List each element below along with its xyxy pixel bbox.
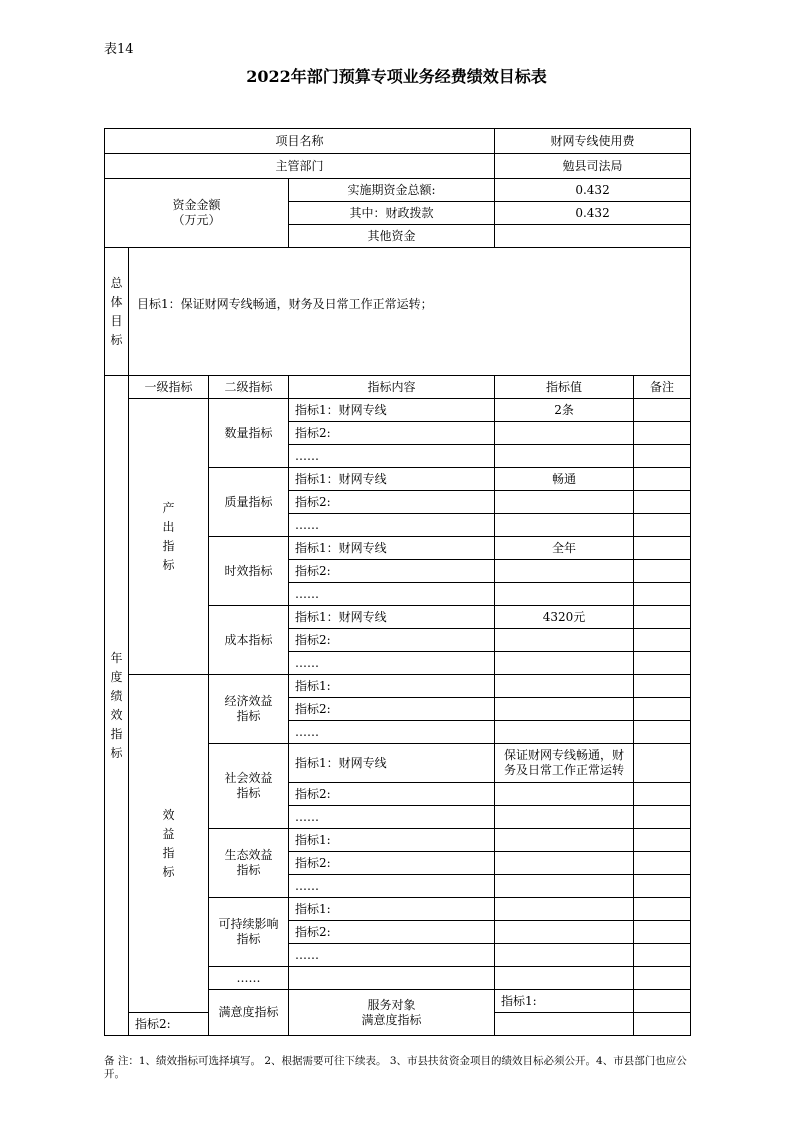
indicator-content: 指标2:	[289, 491, 495, 514]
indicator-remark	[634, 898, 691, 921]
table-number-label: 表14	[104, 42, 134, 57]
dept-label: 主管部门	[105, 154, 495, 179]
footnote: 备 注：1、绩效指标可选择填写。 2、根据需要可往下续表。 3、市县扶贫资金项目的绩效目标必须公开。4、市县部门也应公开。	[104, 1055, 687, 1080]
indicator-value: 保证财网专线畅通，财 务及日常工作正常运转	[495, 744, 634, 783]
indicator-content: 指标1：财网专线	[289, 537, 495, 560]
indicator-value: 2条	[495, 399, 634, 422]
indicator-value: 全年	[495, 537, 634, 560]
indicator-content: 指标2:	[289, 629, 495, 652]
indicator-content: 指标2:	[289, 921, 495, 944]
timeliness-indicator-label: 时效指标	[209, 537, 289, 606]
overall-goal-row	[105, 248, 691, 376]
indicator-content: ……	[289, 875, 495, 898]
indicator-content: 指标1:	[289, 675, 495, 698]
indicator-remark	[634, 629, 691, 652]
indicator-value	[495, 698, 634, 721]
indicator-value	[495, 1013, 634, 1036]
funds-label-line1: 资金金额	[172, 198, 221, 212]
indicator-value	[495, 675, 634, 698]
indicator-value	[495, 783, 634, 806]
overall-goal-text: 目标1：保证财网专线畅通，财务及日常工作正常运转；	[129, 248, 691, 376]
indicator-content: 指标2:	[289, 560, 495, 583]
indicator-content: 指标1:	[495, 990, 634, 1013]
indicator-value	[495, 829, 634, 852]
performance-table	[104, 128, 691, 1036]
funds-fiscal-label: 其中：财政拨款	[289, 202, 495, 225]
indicator-content: ……	[289, 445, 495, 468]
indicator-remark	[634, 422, 691, 445]
indicator-value	[495, 721, 634, 744]
indicator-content: ……	[289, 583, 495, 606]
indicator-content: 指标1：财网专线	[289, 606, 495, 629]
indicator-value	[495, 898, 634, 921]
sustainable-indicator-label: 可持续影响 指标	[209, 898, 289, 967]
indicator-content: 指标2:	[289, 422, 495, 445]
indicator-remark	[634, 967, 691, 990]
quality-indicator-label: 质量指标	[209, 468, 289, 537]
header-value: 指标值	[495, 376, 634, 399]
cost-indicator-label: 成本指标	[209, 606, 289, 675]
overall-goal-label: 总体目标	[105, 248, 129, 376]
header-content: 指标内容	[289, 376, 495, 399]
funds-other-label: 其他资金	[289, 225, 495, 248]
indicator-value	[495, 491, 634, 514]
indicator-value	[495, 944, 634, 967]
indicator-remark	[634, 944, 691, 967]
indicator-content	[289, 967, 495, 990]
indicator-remark	[634, 560, 691, 583]
indicator-value	[495, 583, 634, 606]
indicator-remark	[634, 399, 691, 422]
indicator-content: 指标1：财网专线	[289, 468, 495, 491]
header-level1: 一级指标	[129, 376, 209, 399]
indicator-remark	[634, 921, 691, 944]
funds-row	[105, 179, 691, 202]
indicator-content: ……	[289, 721, 495, 744]
funds-fiscal-value: 0.432	[495, 202, 691, 225]
header-remark: 备注	[634, 376, 691, 399]
indicator-value	[495, 652, 634, 675]
page-title: 2022年部门预算专项业务经费绩效目标表	[246, 67, 547, 86]
project-row	[105, 129, 691, 154]
indicator-value	[634, 990, 691, 1013]
project-name-value: 财网专线使用费	[495, 129, 691, 154]
indicator-value: 畅通	[495, 468, 634, 491]
indicator-remark	[634, 783, 691, 806]
indicator-content: 指标2:	[289, 852, 495, 875]
indicator-value	[495, 514, 634, 537]
table-row	[105, 399, 691, 422]
indicator-remark	[634, 829, 691, 852]
indicator-value	[495, 921, 634, 944]
indicator-content: 指标1:	[289, 829, 495, 852]
indicator-header-row	[105, 376, 691, 399]
indicator-value	[495, 852, 634, 875]
indicator-remark	[634, 445, 691, 468]
indicator-remark	[634, 806, 691, 829]
indicator-value	[495, 629, 634, 652]
indicator-remark	[634, 652, 691, 675]
output-indicators-label: 产出指标	[129, 399, 209, 675]
indicator-value: 4320元	[495, 606, 634, 629]
quantity-indicator-label: 数量指标	[209, 399, 289, 468]
social-indicator-label: 社会效益 指标	[209, 744, 289, 829]
ecological-indicator-label: 生态效益 指标	[209, 829, 289, 898]
indicator-content: ……	[289, 806, 495, 829]
indicator-remark	[634, 1013, 691, 1036]
funds-label-line2: （万元）	[172, 213, 221, 227]
satisfaction-indicators-label: 满意度指标	[209, 990, 289, 1036]
indicator-remark	[634, 675, 691, 698]
more-indicator-label: ……	[209, 967, 289, 990]
indicator-remark	[634, 468, 691, 491]
table-row	[105, 675, 691, 698]
indicator-content: 指标2:	[289, 698, 495, 721]
indicator-value	[495, 560, 634, 583]
dept-row	[105, 154, 691, 179]
indicator-remark	[634, 606, 691, 629]
indicator-remark	[634, 852, 691, 875]
funds-label	[105, 179, 289, 248]
indicator-remark	[634, 537, 691, 560]
service-satisfaction-label: 服务对象 满意度指标	[289, 990, 495, 1036]
indicator-value	[495, 806, 634, 829]
indicator-content: 指标2:	[289, 783, 495, 806]
indicator-content: 指标1：财网专线	[289, 744, 495, 783]
annual-indicators-label: 年度绩效指标	[105, 376, 129, 1036]
benefit-indicators-label: 效益指标	[129, 675, 209, 1013]
indicator-content: 指标1:	[289, 898, 495, 921]
indicator-remark	[634, 583, 691, 606]
indicator-value	[495, 967, 634, 990]
indicator-content: ……	[289, 944, 495, 967]
indicator-remark	[634, 491, 691, 514]
economic-indicator-label: 经济效益 指标	[209, 675, 289, 744]
indicator-value	[495, 445, 634, 468]
indicator-content: 指标2:	[129, 1013, 209, 1036]
indicator-content: ……	[289, 652, 495, 675]
indicator-value	[495, 875, 634, 898]
funds-total-value: 0.432	[495, 179, 691, 202]
indicator-remark	[634, 875, 691, 898]
project-name-label: 项目名称	[105, 129, 495, 154]
indicator-value	[495, 422, 634, 445]
indicator-remark	[634, 721, 691, 744]
indicator-content: 指标1：财网专线	[289, 399, 495, 422]
indicator-remark	[634, 514, 691, 537]
indicator-content: ……	[289, 514, 495, 537]
funds-other-value	[495, 225, 691, 248]
header-level2: 二级指标	[209, 376, 289, 399]
indicator-remark	[634, 744, 691, 783]
dept-value: 勉县司法局	[495, 154, 691, 179]
indicator-remark	[634, 698, 691, 721]
funds-total-label: 实施期资金总额:	[289, 179, 495, 202]
